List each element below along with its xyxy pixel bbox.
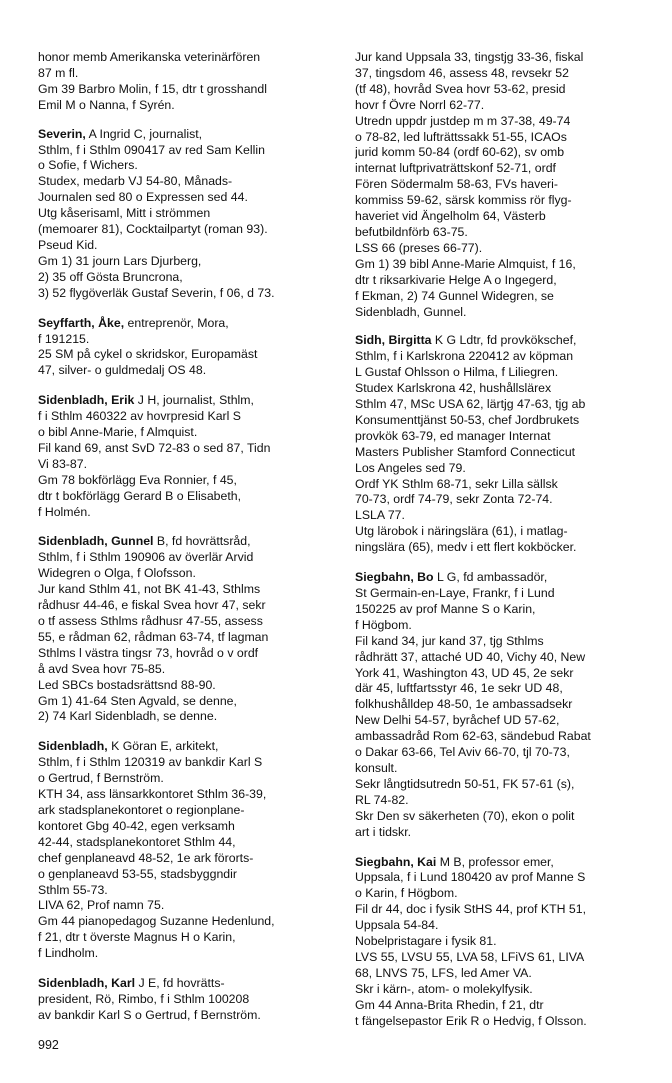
left-column (38, 50, 330, 1038)
entry-line (38, 393, 330, 409)
entry-text: B, fd hovrättsråd, (153, 534, 251, 549)
entry-line: LIVA 62, Prof namn 75. (38, 898, 165, 913)
entry-line: o Dakar 63-66, Tel Aviv 66-70, tjl 70-73, (355, 745, 570, 760)
entry-line: f i Sthlm 460322 av hovrpresid Karl S (38, 409, 242, 424)
biography-entry (355, 855, 647, 1030)
entry-line: 37, tingsdom 46, assess 48, revsekr 52 (355, 65, 569, 80)
biography-entry (38, 316, 330, 380)
entry-line: Studex, medarb VJ 54-80, Månads- (38, 174, 233, 189)
entry-line: av bankdir Karl S o Gertrud, f Bernström. (38, 1007, 261, 1022)
entry-line: o Gertrud, f Bernström. (38, 771, 164, 786)
entry-text: L G, fd ambassadör, (433, 570, 548, 585)
entry-line: Gm 1) 41-64 Sten Agvald, se denne, (38, 693, 237, 708)
entry-name: Siegbahn, Bo (355, 570, 434, 585)
entry-line: ark stadsplanekontoret o regionplane- (38, 802, 245, 817)
entry-line: Led SBCs bostadsrättsnd 88-90. (38, 677, 216, 692)
entry-line: o bibl Anne-Marie, f Almquist. (38, 425, 198, 440)
entry-line: ningslära (65), medv i ett flert kokböcker. (355, 540, 577, 555)
entry-text: K G Ldtr, fd provkökschef, (431, 333, 577, 348)
entry-line: Studex Karlskrona 42, hushållslärex (355, 381, 552, 396)
entry-line: befutbildnförb 63-75. (355, 224, 468, 239)
entry-line: Pseud Kid. (38, 237, 98, 252)
biography-entry (38, 739, 330, 962)
entry-line: 55, e rådman 62, rådman 63-74, tf lagman (38, 629, 269, 644)
entry-line: York 41, Washington 43, UD 45, 2e sekr (355, 665, 574, 680)
entry-text: entreprenör, Mora, (124, 315, 229, 330)
entry-line: Utg lärobok i näringslära (61), i matlag- (355, 524, 568, 539)
entry-text: M B, professor emer, (436, 854, 554, 869)
biography-entry (355, 333, 647, 556)
entry-line: f 21, dtr t överste Magnus H o Karin, (38, 930, 236, 945)
biography-entry (38, 393, 330, 520)
entry-line: L Gustaf Ohlsson o Hilma, f Liliegren. (355, 365, 559, 380)
entry-line: honor memb Amerikanska veterinärfören (38, 50, 261, 64)
entry-line: Journalen sed 80 o Expressen sed 44. (38, 190, 248, 205)
entry-line: 70-73, ordf 74-79, sekr Zonta 72-74. (355, 492, 553, 507)
entry-line: Uppsala, f i Lund 180420 av prof Manne S (355, 870, 586, 885)
entry-line: f Lindholm. (38, 946, 99, 961)
entry-line: hovr f Övre Norrl 62-77. (355, 97, 485, 112)
entry-line: LVS 55, LVSU 55, LVA 58, LFiVS 61, LIVA (355, 949, 585, 964)
entry-line: jurid komm 50-84 (ordf 60-62), sv omb (355, 145, 565, 160)
entry-line: Vi 83-87. (38, 456, 87, 471)
entry-line (355, 855, 647, 871)
entry-line: Uppsala 54-84. (355, 918, 439, 933)
entry-line: Utredn uppdr justdep m m 37-38, 49-74 (355, 113, 571, 128)
entry-line: rådhrätt 37, attaché UD 40, Vichy 40, New (355, 649, 586, 664)
entry-line: Skr i kärn-, atom- o molekylfysik. (355, 981, 533, 996)
entry-line: chef genplaneavd 48-52, 1e ark förorts- (38, 850, 254, 865)
entry-line: president, Rö, Rimbo, f i Sthlm 100208 (38, 991, 250, 1006)
entry-line: New Delhi 54-57, byråchef UD 57-62, (355, 713, 560, 728)
entry-line: o Karin, f Högbom. (355, 886, 458, 901)
entry-line: art i tidskr. (355, 824, 412, 839)
entry-text: A Ingrid C, journalist, (85, 126, 203, 141)
entry-line: folkhushålldep 48-50, 1e ambassadsekr (355, 697, 573, 712)
entry-line: Sthlm, f i Sthlm 120319 av bankdir Karl S (38, 755, 263, 770)
entry-line: Fil dr 44, doc i fysik StHS 44, prof KTH 51, (355, 902, 586, 917)
biography-entry (355, 50, 647, 320)
entry-line: Jur kand Uppsala 33, tingstjg 33-36, fiskal (355, 50, 584, 64)
entry-line (38, 739, 330, 755)
entry-line: o genplaneavd 53-55, stadsbyggndir (38, 866, 237, 881)
entry-line: Nobelpristagare i fysik 81. (355, 934, 497, 949)
entry-line: Sthlm 47, MSc USA 62, lärtjg 47-63, tjg ab (355, 397, 586, 412)
entry-line: Jur kand Sthlm 41, not BK 41-43, Sthlms (38, 582, 261, 597)
entry-line: där 45, luftfartsstyr 46, 1e sekr UD 48, (355, 681, 563, 696)
entry-line: 47, silver- o guldmedalj OS 48. (38, 363, 207, 378)
entry-line: rådhusr 44-46, e fiskal Svea hovr 47, sekr (38, 598, 266, 613)
entry-name: Severin, (38, 126, 86, 141)
entry-line: Emil M o Nanna, f Syrén. (38, 97, 175, 112)
entry-line: KTH 34, ass länsarkkontoret Sthlm 36-39, (38, 787, 267, 802)
biography-entry (38, 127, 330, 302)
entry-name: Sidenbladh, (38, 739, 108, 754)
entry-line: haveriet vid Ängelholm 64, Västerb (355, 209, 546, 224)
entry-line: Utg kåserisaml, Mitt i strömmen (38, 206, 211, 221)
entry-name: Sidh, Birgitta (355, 333, 432, 348)
entry-line: Skr Den sv säkerheten (70), ekon o polit (355, 808, 575, 823)
entry-line: Sidenbladh, Gunnel. (355, 304, 467, 319)
entry-line: Sekr långtidsutredn 50-51, FK 57-61 (s), (355, 776, 575, 791)
entry-line: o tf assess Sthlms rådhusr 47-55, assess (38, 614, 263, 628)
entry-line: Sthlm, f i Sthlm 190906 av överlär Arvid (38, 550, 254, 565)
entry-line: f Ekman, 2) 74 Gunnel Widegren, se (355, 288, 554, 303)
entry-line: f Holmén. (38, 504, 91, 519)
entry-line: 42-44, stadsplanekontoret Sthlm 44, (38, 834, 236, 849)
entry-line: RL 74-82. (355, 792, 409, 807)
page-number: 992 (38, 1038, 59, 1052)
entry-line: o 78-82, led lufträttssakk 51-55, ICAOs (355, 129, 567, 144)
entry-line: kontoret Gbg 40-42, egen verksamh (38, 818, 235, 833)
entry-name: Seyffarth, Åke, (38, 315, 125, 330)
entry-name: Sidenbladh, Erik (38, 393, 135, 408)
biography-entry (38, 50, 330, 114)
entry-line: konsult. (355, 760, 398, 775)
entry-text: J E, fd hovrätts- (135, 976, 225, 991)
entry-line (355, 570, 647, 586)
entry-line: t fängelsepastor Erik R o Hedvig, f Olsson. (355, 1013, 587, 1028)
entry-text: J H, journalist, Sthlm, (134, 393, 254, 408)
entry-line: Gm 1) 39 bibl Anne-Marie Almquist, f 16, (355, 256, 576, 271)
entry-line: Fören Södermalm 58-63, FVs haveri- (355, 177, 558, 192)
entry-line: Gm 1) 31 journ Lars Djurberg, (38, 253, 202, 268)
entry-line: 25 SM på cykel o skridskor, Europamäst (38, 347, 258, 362)
entry-line: Sthlm, f i Karlskrona 220412 av köpman (355, 349, 574, 364)
entry-line: 150225 av prof Manne S o Karin, (355, 601, 536, 616)
entry-line: Gm 44 Anna-Brita Rhedin, f 21, dtr (355, 997, 544, 1012)
entry-line: Sthlms l västra tingsr 73, hovråd o v ordf (38, 645, 259, 660)
entry-line: f Högbom. (355, 617, 412, 632)
entry-line: Gm 78 bokförlägg Eva Ronnier, f 45, (38, 472, 237, 487)
entry-line: Sthlm 55-73. (38, 882, 108, 897)
entry-line: 68, LNVS 75, LFS, led Amer VA. (355, 965, 532, 980)
entry-line: Masters Publisher Stamford Connecticut (355, 444, 576, 459)
entry-line: Gm 44 pianopedagog Suzanne Hedenlund, (38, 914, 275, 929)
entry-line: Widegren o Olga, f Olofsson. (38, 566, 196, 581)
entry-line: 87 m fl. (38, 65, 79, 80)
entry-line: Fil kand 34, jur kand 37, tjg Sthlms (355, 633, 544, 648)
entry-line: o Sofie, f Wichers. (38, 158, 138, 173)
entry-line: Fil kand 69, anst SvD 72-83 o sed 87, Tidn (38, 440, 271, 455)
entry-line (38, 976, 330, 992)
entry-line (355, 333, 647, 349)
entry-line: Konsumenttjänst 50-53, chef Jordbrukets (355, 412, 580, 427)
biography-entry (38, 534, 330, 725)
entry-line: 3) 52 flygöverläk Gustaf Severin, f 06, d 73. (38, 285, 275, 300)
entry-line: Gm 39 Barbro Molin, f 15, dtr t grosshandl (38, 81, 267, 96)
right-column (355, 50, 647, 1043)
entry-line: LSS 66 (preses 66-77). (355, 240, 483, 255)
entry-name: Sidenbladh, Gunnel (38, 534, 154, 549)
entry-line (38, 534, 330, 550)
entry-line: provkök 63-79, ed manager Internat (355, 428, 551, 443)
entry-line: St Germain-en-Laye, Frankr, f i Lund (355, 586, 555, 600)
entry-line: ambassadråd Rom 62-63, sändebud Rabat (355, 729, 591, 744)
entry-line: å avd Svea hovr 75-85. (38, 661, 166, 676)
entry-line: Sthlm, f i Sthlm 090417 av red Sam Kellin (38, 142, 265, 157)
entry-line: 2) 74 Karl Sidenbladh, se denne. (38, 709, 218, 724)
entry-name: Sidenbladh, Karl (38, 976, 136, 991)
entry-line: LSLA 77. (355, 508, 405, 523)
entry-line: dtr t bokförlägg Gerard B o Elisabeth, (38, 488, 242, 503)
entry-line: f 191215. (38, 331, 90, 346)
entry-line (38, 316, 330, 332)
entry-text: K Göran E, arkitekt, (107, 739, 219, 754)
entry-line: Los Angeles sed 79. (355, 460, 466, 475)
biography-entry (38, 976, 330, 1024)
entry-line: kommiss 59-62, särsk kommiss rör flyg- (355, 193, 572, 208)
entry-line: 2) 35 off Gösta Bruncrona, (38, 269, 183, 284)
entry-line: internat luftprivaträttskonf 52-71, ordf (355, 161, 556, 176)
entry-line (38, 127, 330, 143)
entry-line: (memoarer 81), Cocktailpartyt (roman 93). (38, 222, 268, 237)
entry-name: Siegbahn, Kai (355, 854, 437, 869)
entry-line: Ordf YK Sthlm 68-71, sekr Lilla sällsk (355, 476, 558, 491)
biography-entry (355, 570, 647, 840)
entry-line: (tf 48), hovråd Svea hovr 53-62, presid (355, 81, 566, 96)
entry-line: dtr t riksarkivarie Helge A o Ingegerd, (355, 272, 557, 287)
